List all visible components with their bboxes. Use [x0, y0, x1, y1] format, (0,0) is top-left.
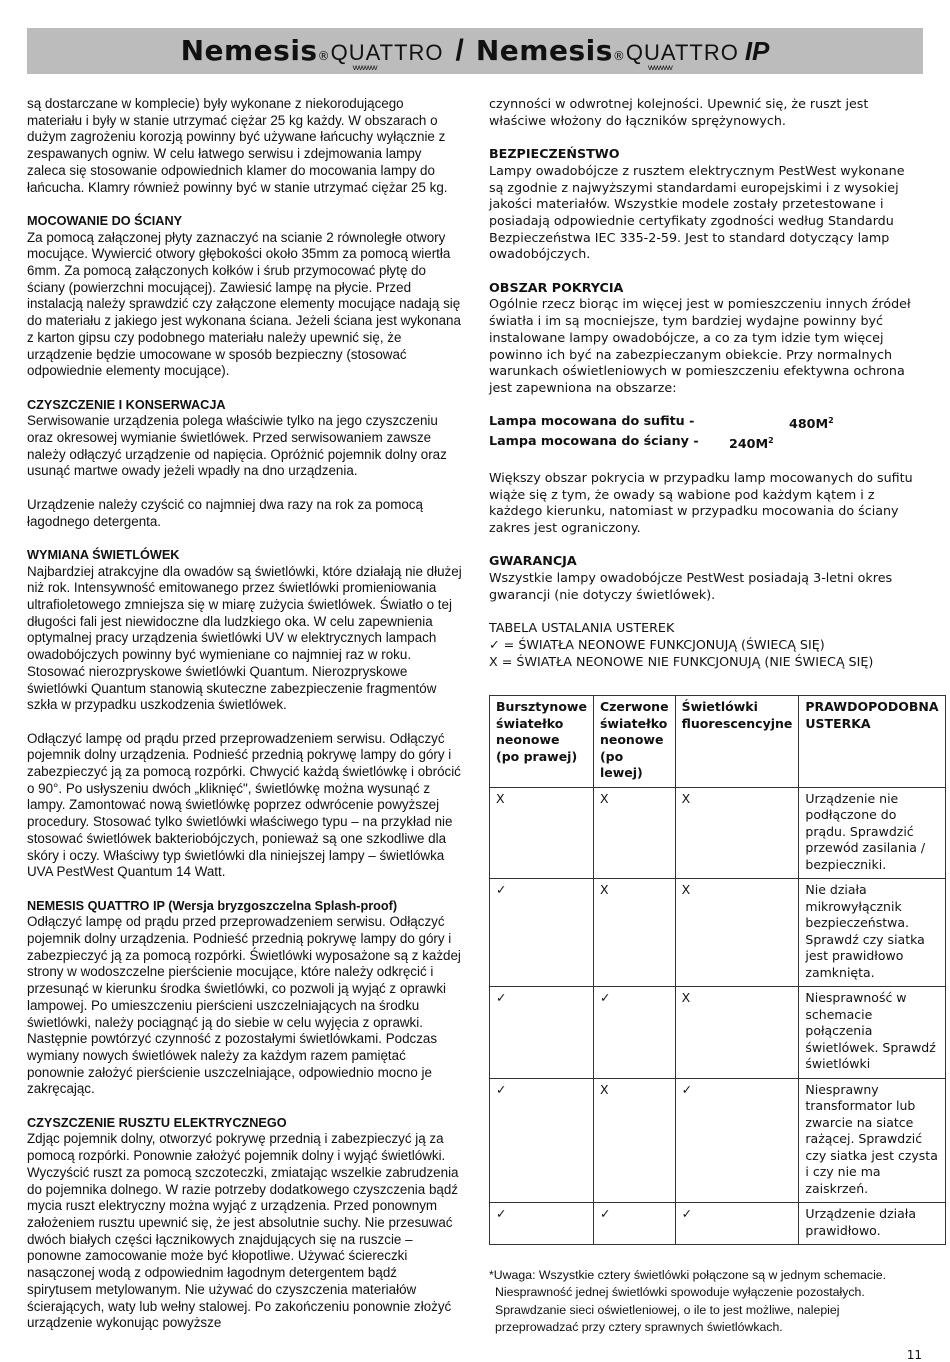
coverage-wall: Lampa mocowana do ściany - $240M^2$: [489, 433, 774, 452]
cleaning-paragraph-2: Urządzenie należy czyścić co najmniej dwa razy na rok za pomocą łagodnego detergenta.: [27, 496, 423, 529]
heading-ip-version: NEMESIS QUATTRO IP (Wersja bryzgoszczelna Splash-proof): [27, 898, 398, 913]
grid-paragraph: Zdjąc pojemnik dolny, otworzyć pokrywę przednią i zabezpieczyć ją za pomocą rozpórki. Ponownie założyć pojemnik dolny i wyjąć świetlówki. Wyczyścić ruszt za pomocą szczoteczki, zmiatając wszelkie zabrudzenia do pojemnika dolnego. W razie potrzeby dodatkowego czyszczenia bądź mycia ruszt elektryczny można wyjąć z urządzenia. Przed ponownym założeniem rusztu upewnić się, że jest absolutnie suchy. Nie przesuwać dwóch białych części łącznikowych znajdujących się na ruszcie – ponowne zamocowanie może być kłopotliwe. Używać ściereczki nasączonej wodą z odpowiednim łagodnym detergentem bądź spirytusem metylowanym. Nie używać do czyszczenia materiałów ścierających, waty lub wełny stalowej. Po zakończeniu ponownie złożyć urządzenie wykonując powyższe: [27, 1131, 459, 1331]
table-notes: [489, 1267, 919, 1336]
heading-grid-cleaning: CZYSZCZENIE RUSZTU ELEKTRYCZNEGO: [27, 1115, 287, 1130]
brand-name: Nemesis: [180, 34, 318, 67]
table-title: TABELA USTALANIA USTEREK: [489, 620, 675, 636]
coverage-ceiling: Lampa mocowana do sufitu - $480M^2$: [489, 413, 834, 432]
model-name: QUATTRO vvvvvvvv: [330, 40, 444, 72]
note-line: *Uwaga: Wszystkie cztery świetlówki połączone są w jednym schemacie.: [489, 1268, 887, 1283]
wave-icon: vvvvvvvv: [352, 63, 377, 72]
tubes-paragraph-2: Odłączyć lampę od prądu przed przeprowadzeniem serwisu. Odłączyć pojemnik dolny urządzenia. Podnieść przednią pokrywę lampy do góry i zabezpieczyć ją za pomocą rozpórki. Chwycić każdą świetlówkę i obrócić o 90°. Po usłyszeniu dwóch „kliknięć", świetlówkę można wysunąć z lampy. Zamontować nową świetlówkę poprzez odwrócenie powyższej procedury. Stosować tylko świetlówki właściwego typu – na przykład nie stosować świetlówek bakteriobójczych, ponieważ są one szkodliwe dla skóry i oczy. Właściwy typ świetlówki dla niniejszej lampy – świetlówka UVA PestWest Quantum 14 Watt.: [27, 730, 461, 880]
ip-label: IP: [744, 36, 770, 66]
heading-coverage: OBSZAR POKRYCIA: [489, 279, 624, 295]
wall-mount-paragraph: Za pomocą załączonej płyty zaznaczyć na scianie 2 równoległe otwory mocujące. Wywiercić otwory głębokości około 35mm za pomocą wiertła 6mm. Za pomocą załączonych kołków i śrub przymocować płytę do ściany (powierzchni mocującej). Zawiesić lampę na płycie. Przed instalacją należy sprawdzić czy załączone elementy mocujące nadają się do materiału z jakiego jest wykonana ściana. Jeżeli ściana jest wykonana z karton gipsu czy podobnego materiału należy upewnić się, że urządzenie będzie umocowane w sposób bezpieczny (stosować odpowiednie elementy mocujące).: [27, 229, 461, 379]
heading-wall-mount: MOCOWANIE DO ŚCIANY: [27, 213, 183, 228]
heading-warranty: GWARANCJA: [489, 553, 577, 569]
cleaning-paragraph-1: Serwisowanie urządzenia polega właściwie tylko na jego czyszczeniu oraz okresowej wymianie świetlówek. Przed serwisowaniem zawsze należy odłączyć urządzenie od napięcia. Opróżnić pojemnik dolny oraz usunąć martwe owady jeżeli wpadły na dno urządzenia.: [27, 413, 447, 479]
header-probable-fault: PRAWDOPODOBNA USTERKA: [799, 696, 945, 788]
model-name-ip: QUATTRO vvvvvvvv: [625, 40, 739, 72]
tubes-paragraph-1: Najbardziej atrakcyjne dla owadów są świetlówki, które działają nie dłużej niż rok. Intensywność emitowanego przez świetlówki promieniowania ultrafioletowego zmniejsza się w miarę zużycia świetlówek. Światło o tej długości fali jest niewidoczne dla ludzkiego oka. W celu zapewnienia optymalnej pracy urządzenia świetlówki UV w elektrycznych lampach owadobójczych powinny być wymieniane co najmniej raz w roku. Stosować nierozpryskowe świetlówki Quantum. Nierozpryskowe świetlówki Quantum stanowią skuteczne zabezpieczenie fragmentów szkła w przypadku uszkodzenia świetlówek.: [27, 563, 462, 713]
header-red-neon: Czerwone światełko neonowe (po lewej): [593, 696, 675, 788]
continued-paragraph: czynności w odwrotnej kolejności. Upewnić się, że ruszt jest właściwe włożony do łączników sprężynowych.: [489, 96, 869, 128]
heading-cleaning: CZYSZCZENIE I KONSERWACJA: [27, 397, 226, 412]
note-line: Sprawdzanie sieci oświetleniowej, o ile to jest możliwe, nalepiej: [495, 1302, 840, 1317]
product-logo: [180, 34, 770, 72]
table-row: ✓ X X Nie działa mikrowyłącznik bezpieczeństwa. Sprawdź czy siatka jest prawidłowo zamknięta.: [490, 879, 946, 987]
page-number: 11: [906, 1348, 922, 1362]
warranty-paragraph: Wszystkie lampy owadobójcze PestWest posiadają 3-letni okres gwarancji (nie dotyczy świetlówek).: [489, 570, 893, 602]
right-column: [489, 96, 939, 1336]
table-row: ✓ ✓ X Niesprawność w schemacie połączenia świetlówek. Sprawdź świetlówki: [490, 987, 946, 1079]
registered-mark: ®: [317, 49, 330, 63]
coverage-values: [489, 413, 919, 453]
table-row: ✓ X ✓ Niesprawny transformator lub zwarcie na siatce rażącej. Sprawdzić czy siatka jest czysta i czy nie ma zaiskrzeń.: [490, 1078, 946, 1203]
header-amber-neon: Bursztynowe światełko neonowe (po prawej): [490, 696, 594, 788]
heading-safety: BEZPIECZEŃSTWO: [489, 146, 620, 162]
note-line: przeprowadzać przy cztery sprawnych świetlówkach.: [495, 1319, 783, 1334]
title-separator: /: [455, 34, 464, 67]
chain-paragraph: są dostarczane w komplecie) były wykonane z niekorodującego materiału i były w stanie utrzymać ciężar 25 kg każdy. W obszarach o dużym zagrożeniu korozją powinny być używane łańcuchy wyłącznie z zespawanych ogniw. W celu łatwego serwisu i zdejmowania lampy zaleca się stosowanie odpowiednich klamer do mocowania lampy do łańcucha. Klamry również powinny być w stanie utrzymać ciężar 25 kg.: [27, 96, 448, 195]
safety-paragraph: Lampy owadobójcze z rusztem elektrycznym PestWest wykonane są zgodnie z najwyższymi standardami europejskimi i z wysokiej jakości materiałów. Wszystkie modele zostały przetestowane i posiadają odpowiednie certyfikaty zgodności według Standardu Bezpieczeństwa IEC 335-2-59. Jest to standard dotyczący lamp owadobójczych.: [489, 162, 905, 262]
table-header-row: [490, 696, 946, 788]
note-line: Niesprawność jednej świetlówki spowoduje wyłączenie pozostałych.: [495, 1285, 865, 1300]
coverage-paragraph-2: Większy obszar pokrycia w przypadku lamp mocowanych do sufitu wiąże się z tym, że owady są wabione pod każdym kątem i z każdego kierunku, natomiast w przypadku mocowania do ściany zakres jest ograniczony.: [489, 469, 913, 535]
registered-mark-ip: ®: [612, 49, 625, 63]
coverage-paragraph: Ogólnie rzecz biorąc im więcej jest w pomieszczeniu innych źródeł światła i im są mocniejsze, tym bardziej wydajne powinny być instalowane lampy owadobójcze, a co za tym idzie tym więcej powinno ich być na zabezpieczanym obiekcie. Przy normalnych warunkach oświetleniowych w pomieszczeniu efektywna ochrona jest zapewniona na obszarze:: [489, 296, 911, 395]
heading-tube-replacement: WYMIANA ŚWIETLÓWEK: [27, 547, 180, 562]
table-row: ✓ ✓ ✓ Urządzenie działa prawidłowo.: [490, 1203, 946, 1245]
header-fluorescent: Świetlówki fluorescencyjne: [675, 696, 799, 788]
table-row: X X X Urządzenie nie podłączone do prądu. Sprawdzić przewód zasilania / bezpieczniki.: [490, 787, 946, 879]
troubleshooting-table: [489, 695, 946, 1245]
title-banner: [27, 28, 923, 74]
legend-off: X = ŚWIATŁA NEONOWE NIE FUNKCJONUJĄ (NIE ŚWIECĄ SIĘ): [489, 653, 874, 669]
wave-icon: vvvvvvvv: [647, 63, 672, 72]
left-column: [27, 96, 462, 1349]
brand-name-ip: Nemesis: [475, 34, 613, 67]
ip-paragraph: Odłączyć lampę od prądu przed przeprowadzeniem serwisu. Odłączyć pojemnik dolny urządzenia. Podnieść przednią pokrywę lampy do góry i zabezpieczyć ją za pomocą rozpórki. Świetlówki wyposażone są z każdej strony w wodoszczelne pierścienie mocujące, które należy odkręcić i przesunąć w kierunku środka świetlówki, co pozwoli ją wyjąć z oprawki lampowej. Po umieszczeniu pierścieni uszczelniających na środku świetlówki, należy pociągnąć ją do siebie w celu wyjęcia z oprawki. Następnie powtórzyć czynność z pozostałymi świetlówkami. Podczas wymiany nowych świetlówek należy za każdym razem pamiętać ponownie założyć pierścienie uszczelniające, odpowiednio mocno je zakręcając.: [27, 914, 461, 1097]
legend-on: ✓ = ŚWIATŁA NEONOWE FUNKCJONUJĄ (ŚWIECĄ SIĘ): [489, 636, 825, 652]
